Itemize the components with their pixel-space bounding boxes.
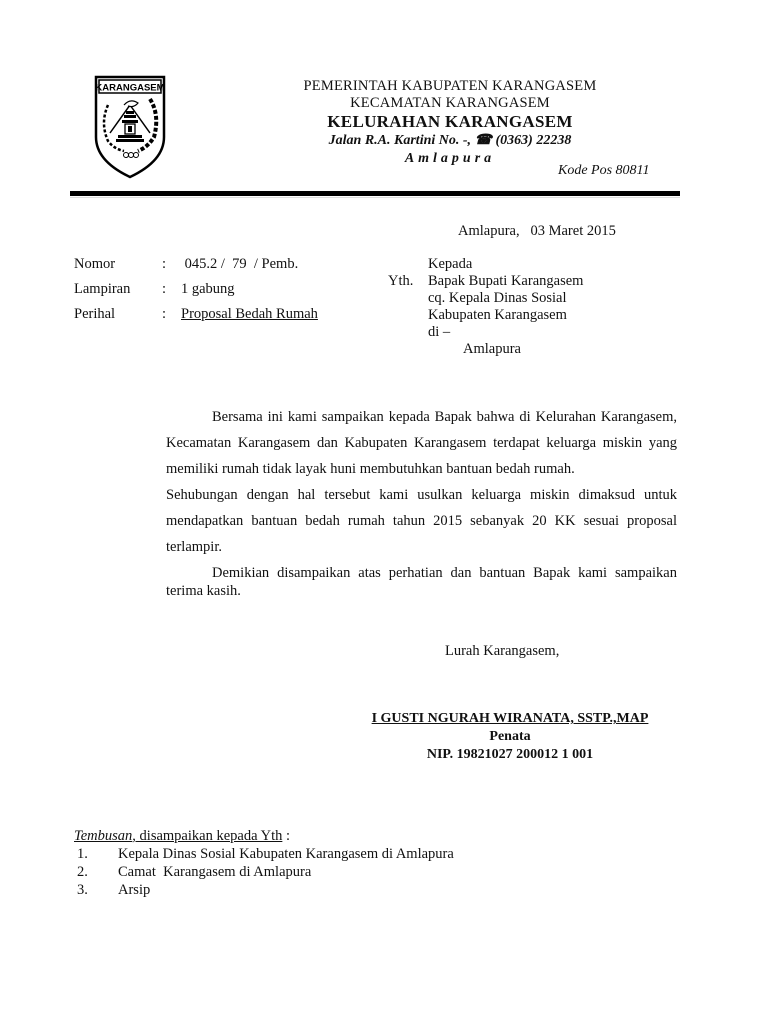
letterhead (240, 78, 660, 168)
letter-body (166, 404, 677, 600)
letter-date: Amlapura, 03 Maret 2015 (458, 223, 616, 239)
office-city: Amlapura (404, 151, 496, 166)
attachment-count: 1 gabung (181, 281, 235, 297)
signatory-name: I GUSTI NGURAH WIRANATA, SSTP.,MAP (371, 711, 649, 726)
district-name: KECAMATAN KARANGASEM (350, 95, 550, 111)
body-paragraph: Bersama ini kami sampaikan kepada Bapak bahwa di Kelurahan Karangasem, Kecamatan Karangasem dan Kabupaten Karangasem terdapat keluarga miskin yang memiliki rumah tidak layak huni membutuhkan bantuan bedah rumah. (166, 409, 677, 477)
postal-code: Kode Pos 80811 (558, 163, 650, 178)
body-paragraph: Demikian disampaikan atas perhatian dan bantuan Bapak kami sampaikan terima kasih. (166, 565, 677, 599)
recipient-city: Amlapura (463, 341, 521, 357)
closing-title: Lurah Karangasem, (445, 643, 560, 659)
village-name: KELURAHAN KARANGASEM (327, 112, 573, 131)
letter-subject: Proposal Bedah Rumah (181, 306, 318, 322)
karangasem-emblem (94, 75, 166, 179)
office-address: Jalan R.A. Kartini No. -, ☎ (0363) 22238 (328, 133, 572, 148)
svg-text:KARANGASEM: KARANGASEM (95, 82, 165, 94)
cc-item: 2. Camat Karangasem di Amlapura (77, 864, 312, 880)
signatory-nip: NIP. 19821027 200012 1 001 (426, 747, 594, 762)
letter-number: 045.2 / 79 / Pemb. (181, 256, 299, 272)
letterhead-divider-thin (70, 197, 680, 198)
phone-number: (0363) 22238 (495, 133, 572, 148)
letterhead-divider (70, 191, 680, 196)
cc-heading: Tembusan, disampaikan kepada Yth : (74, 828, 291, 844)
government-name: PEMERINTAH KABUPATEN KARANGASEM (303, 78, 597, 94)
body-paragraph: Sehubungan dengan hal tersebut kami usulkan keluarga miskin dimaksud untuk mendapatkan bantuan bedah rumah tahun 2015 sebanyak 20 KK sesuai proposal terlampir. (166, 487, 677, 555)
yth-label: Yth. (388, 273, 414, 289)
recipient-name: Bapak Bupati Karangasem (428, 273, 584, 289)
cc-item: 1. Kepala Dinas Sosial Kabupaten Karangasem di Amlapura (77, 846, 454, 862)
cc-item: 3. Arsip (77, 882, 151, 898)
signature-block (340, 710, 680, 764)
cc-list (74, 827, 454, 899)
signatory-rank: Penata (489, 729, 531, 744)
phone-icon: ☎ (474, 133, 492, 148)
